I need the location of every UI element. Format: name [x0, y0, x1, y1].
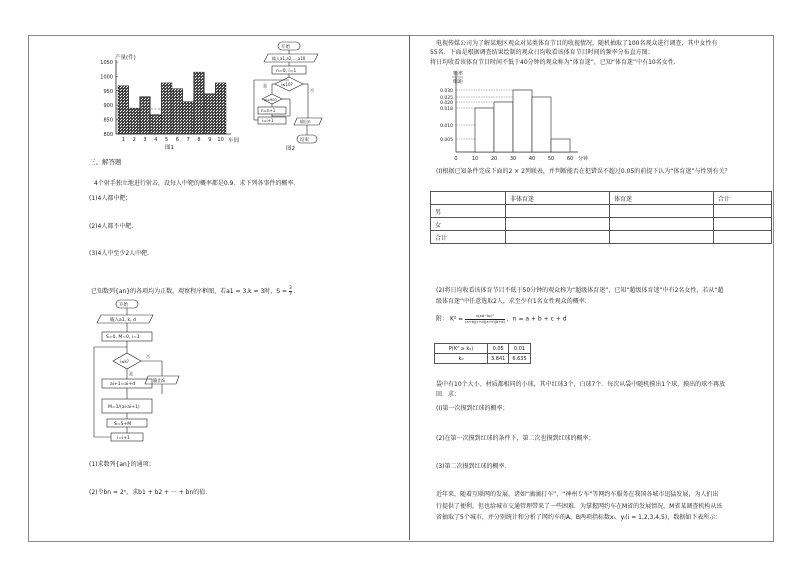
- flow1-end: 结束: [300, 138, 309, 143]
- formula: [436, 314, 567, 324]
- frequency-histogram: [428, 68, 613, 163]
- bar-x-tick-label: 6: [175, 137, 179, 143]
- bar: [140, 97, 151, 134]
- bar-x-tick-label: 3: [143, 137, 147, 143]
- bar-x-tick-label: 10: [217, 137, 224, 143]
- bar: [194, 72, 205, 134]
- flow2-yes: 是: [129, 371, 133, 376]
- hist-x-tick-label: 0: [454, 156, 458, 162]
- bar-chart-bars: [118, 72, 226, 134]
- formula-tail: ，n = a + b + c + d: [506, 315, 567, 323]
- flow1-caption: 图2: [286, 146, 295, 152]
- bar: [204, 94, 215, 134]
- bar-x-tick-label: 1: [121, 137, 125, 143]
- hist-x-tick-label: 40: [528, 156, 536, 162]
- q1-part-1: (1)4人都中靶；: [89, 195, 132, 202]
- flow2-step4: i=i+1: [117, 436, 130, 441]
- flow1-output: 输出n: [300, 119, 311, 124]
- q5-line-3: 省抽取了5个城市，并分别统计和分析了网约车的A、B两项指标数xᵢ、yᵢ(i = 1,2,3,4,5)，数据如下表所示：: [436, 514, 722, 521]
- q2-frac-num: 3: [288, 286, 292, 291]
- hist-y-tick-label: 0.005: [440, 138, 453, 143]
- hist-bar: [513, 90, 532, 152]
- contingency-cell: 女: [431, 218, 506, 231]
- bar: [172, 89, 183, 134]
- pt-row: [435, 344, 531, 354]
- contingency-cell: 体育迷: [610, 192, 714, 205]
- pt-cell: P(K² ≥ k₀): [435, 344, 488, 354]
- flow1-input: 输入a1,a2,…,a10: [272, 56, 306, 61]
- q4-part-1: (I)第一次摸到红球的概率；: [436, 405, 509, 412]
- q2-stem-text: 已知数列{an}的各项均为正数，观察程序框图，若a1 = 3,k = 3时，S =: [91, 288, 288, 295]
- q3-intro-2: 55名．下面是根据调查结果绘制的观众日均收看该体育节目时间的频率分布直方图；: [430, 49, 654, 56]
- bar-chart-x-ticks: [122, 137, 224, 143]
- bar-x-tick-label: 2: [132, 137, 136, 143]
- flow1-no: 否: [310, 88, 314, 93]
- flowchart-figure-2: [250, 40, 340, 152]
- bar-y-tick-label: 800: [103, 132, 113, 138]
- pt-cell: 0.01: [509, 344, 530, 354]
- bar-x-tick-label: 8: [197, 137, 201, 143]
- flow2-step1: ai+1=ai+d: [110, 382, 136, 387]
- flow2-step2: M=1/(ai·ai+1): [108, 405, 140, 410]
- contingency-cell: [714, 231, 772, 244]
- formula-label: 附：: [436, 315, 449, 323]
- hist-y-tick-label: 0.025: [440, 96, 453, 101]
- flow1-yes: 是: [263, 83, 267, 88]
- q4-part-3: (3)第二次摸到红球的概率．: [436, 463, 511, 470]
- bar-y-tick-label: 1050: [100, 60, 113, 66]
- q2-part-2: (2)令bn = 2ⁿ，求b1 + b2 + ··· + bn的值．: [89, 489, 212, 496]
- contingency-cell: [431, 192, 506, 205]
- bar-x-tick-label: 9: [208, 137, 212, 143]
- contingency-cell: 合计: [431, 231, 506, 244]
- hist-y-tick-label: 0.018: [440, 107, 453, 112]
- pt-cell: 3.841: [488, 354, 509, 364]
- flow2-init: S=0, M=0, i=1: [106, 335, 140, 340]
- hist-x-tick-label: 10: [471, 156, 479, 162]
- contingency-cell: [610, 231, 714, 244]
- hist-bar: [551, 139, 570, 152]
- bar-y-tick-label: 1000: [100, 74, 113, 81]
- hist-x-tick-label: 20: [490, 156, 498, 162]
- bar: [150, 115, 161, 134]
- histogram-bars: [475, 90, 570, 152]
- q4-stem-2: 回．求：: [436, 391, 461, 398]
- bar: [215, 83, 226, 134]
- q3-part-2-line-1: (2)将日均收看该体育节目不低于50分钟的观众称为“超级体育迷”，已知“超级体育迷”中有2名女性，若从“超: [436, 287, 724, 294]
- contingency-cell: [506, 231, 610, 244]
- contingency-cell: [714, 205, 772, 218]
- hist-x-tick-label: 60: [566, 156, 574, 162]
- contingency-cell: 合计: [714, 192, 772, 205]
- pt-cell: 0.05: [488, 344, 509, 354]
- contingency-cell: [506, 205, 610, 218]
- formula-main: K² =: [449, 315, 464, 323]
- contingency-row: [431, 218, 772, 231]
- q5-line-1: 近年来，随着互联网的发展，诸如“滴滴打车”、“神州专车”等网约车服务在我国各城市迅猛发展，为人们出: [436, 491, 719, 498]
- bar: [183, 102, 194, 134]
- pt-row: [435, 354, 531, 364]
- bar-y-tick-label: 950: [103, 88, 113, 95]
- section-heading: 三、解答题: [89, 158, 122, 166]
- histogram-ylabel-1: 频率: [453, 71, 464, 77]
- bar-chart-figure-1: [85, 50, 245, 152]
- pt-cell: 6.635: [509, 354, 530, 364]
- q2-stem: [91, 286, 300, 297]
- q2-stem-end: ．: [293, 288, 300, 295]
- flow1-start: 开始: [281, 45, 290, 50]
- bar-chart-ylabel: 产量(件): [115, 55, 136, 61]
- contingency-cell: 非体育迷: [506, 192, 610, 205]
- flow2-output: 输出S: [153, 379, 165, 384]
- bar-chart-xlabel: 车间: [228, 138, 240, 144]
- q3-part-2-line-2: 级体育迷”中任意选取2人，求至少有1名女性观众的概率．: [436, 298, 591, 305]
- hist-bar: [475, 108, 494, 152]
- hist-y-tick-label: 0.010: [440, 124, 453, 129]
- contingency-header-row: [431, 192, 772, 205]
- flow2-input: 输入a1, k, d: [110, 318, 136, 323]
- flow2-no: 否: [146, 354, 150, 359]
- column-divider: [409, 35, 410, 540]
- histogram-x-ticks: [454, 156, 573, 162]
- bar-chart-y-ticks: [100, 60, 118, 138]
- hist-bar: [494, 102, 513, 152]
- q3-intro-3: 将日均收看该体育节目时间不低于40分钟的观众称为“体育迷”，已知“体育迷”中有10名女性．: [430, 59, 680, 66]
- bar-y-tick-label: 850: [103, 117, 113, 124]
- q4-part-2: (2)在第一次摸到红球的条件下，第二次也摸到红球的概率；: [436, 435, 595, 442]
- q1-stem: 4个射手独立地进行射击，设每人中靶的概率都是0.9．求下列各事件的概率．: [94, 180, 300, 187]
- contingency-row: [431, 205, 772, 218]
- bar-y-tick-label: 900: [103, 103, 113, 110]
- formula-denominator: (a+b)(c+d)(a+c)(b+d): [465, 319, 505, 324]
- hist-y-tick-label: 0.030: [440, 89, 453, 94]
- q1-part-2: (2)4人都不中靶．: [89, 223, 138, 230]
- bar-chart-caption: 图1: [165, 145, 174, 151]
- flow1-inc: i=i+1: [262, 118, 274, 123]
- q2-stem-fraction: [289, 286, 292, 297]
- contingency-row: [431, 231, 772, 244]
- q1-part-3: (3)4人中至少2人中靶．: [89, 250, 154, 257]
- hist-x-tick-label: 50: [547, 156, 555, 162]
- critical-value-table: [434, 343, 531, 364]
- contingency-cell: 男: [431, 205, 506, 218]
- q5-line-2: 行提供了便利，但也给城市交通管理带来了一些困难．为掌握网约车在M省的发展情况，M省某调查机构从该: [436, 503, 723, 510]
- histogram-xlabel: 分钟: [578, 156, 589, 162]
- contingency-cell: [610, 205, 714, 218]
- pt-cell: k₀: [435, 354, 488, 364]
- hist-y-tick-label: 0.020: [440, 101, 453, 106]
- contingency-cell: [714, 218, 772, 231]
- flow1-test: ai≥900: [264, 98, 277, 102]
- flowchart-q2: [88, 298, 188, 456]
- q4-stem-1: 袋中有10个大小、材质都相同的小球，其中红球3个，白球7个．每次从袋中随机摸出1个球，摸出的球不再放: [436, 381, 726, 388]
- bar: [161, 83, 172, 134]
- flow1-count: n=n+1: [261, 108, 276, 113]
- flow1-cond: i≤10?: [281, 82, 293, 87]
- q2-frac-den: 7: [288, 292, 292, 297]
- q3-part-1: (I)根据已知条件完成下面的2 × 2列联表，并判断能否在犯错误不超过0.05的前提下认为“体育迷”与性别有关？: [436, 168, 731, 175]
- q2-part-1: (1)求数列{an}的通项；: [89, 461, 155, 468]
- flow2-start: 开始: [119, 303, 128, 308]
- contingency-table: [430, 191, 772, 244]
- bar: [118, 86, 129, 134]
- formula-fraction: [465, 314, 505, 324]
- q3-intro-1: 电视传媒公司为了解某地区观众对某类体育节目的收视情况，随机抽取了100名观众进行调查，其中女性有: [436, 40, 718, 47]
- bar: [129, 108, 140, 134]
- hist-bar: [532, 97, 551, 152]
- formula-numerator: n(ad−bc)²: [465, 314, 505, 320]
- bar-x-tick-label: 7: [186, 137, 190, 143]
- bar-x-tick-label: 5: [165, 137, 169, 143]
- flow1-init: n=0, i=1: [276, 69, 297, 74]
- contingency-cell: [506, 218, 610, 231]
- contingency-cell: [610, 218, 714, 231]
- flow2-step3: S=S+M: [114, 422, 132, 427]
- hist-x-tick-label: 30: [509, 156, 517, 162]
- flow2-cond: i≤k?: [120, 359, 129, 364]
- bar-x-tick-label: 4: [154, 137, 158, 143]
- histogram-ylabel-2: 组距: [453, 79, 464, 85]
